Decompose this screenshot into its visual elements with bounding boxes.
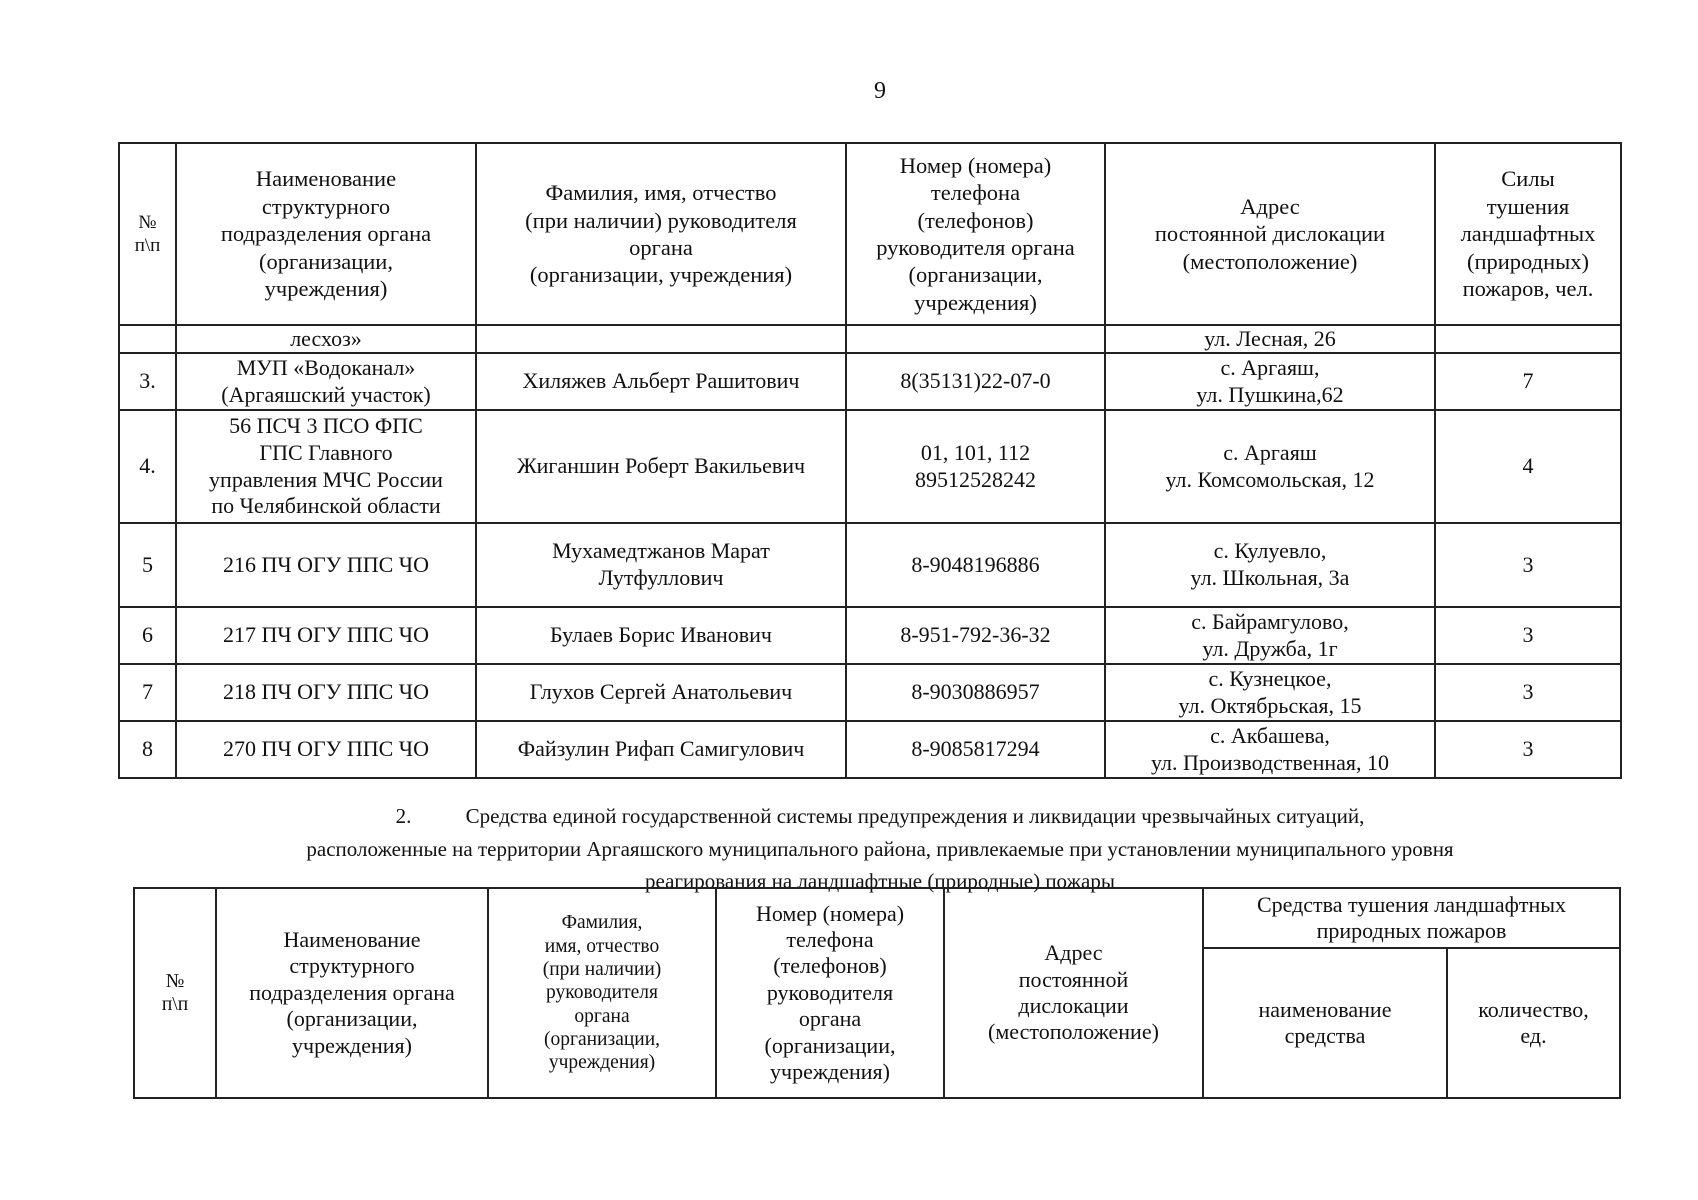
- cell-forces: 3: [1435, 607, 1621, 664]
- header-number: № п\п: [134, 888, 216, 1098]
- section-2-line-1: 2. Средства единой государственной системы предупреждения и ликвидации чрезвычайных ситуаций,: [120, 800, 1640, 833]
- table-row: [119, 721, 1621, 778]
- cell-phone: 8-951-792-36-32: [846, 607, 1105, 664]
- cell-unit-name: 56 ПСЧ 3 ПСО ФПС ГПС Главного управления МЧС России по Челябинской области: [176, 410, 476, 523]
- cell-head-name: Жиганшин Роберт Вакильевич: [476, 410, 846, 523]
- header-phone: Номер (номера) телефона (телефонов) руководителя органа (организации, учреждения): [846, 143, 1105, 325]
- cell-number: [119, 325, 176, 353]
- table-row: [119, 325, 1621, 353]
- cell-unit-name: 218 ПЧ ОГУ ППС ЧО: [176, 664, 476, 721]
- forces-table: [118, 142, 1622, 779]
- cell-number: 7: [119, 664, 176, 721]
- cell-forces: 7: [1435, 353, 1621, 410]
- section-2-line-3: реагирования на ландшафтные (природные) пожары: [645, 869, 1115, 894]
- header-address: Адрес постоянной дислокации (местоположение): [1105, 143, 1435, 325]
- cell-forces: 4: [1435, 410, 1621, 523]
- cell-phone: 8-9030886957: [846, 664, 1105, 721]
- table-row: [119, 664, 1621, 721]
- header-number: № п\п: [119, 143, 176, 325]
- cell-head-name: Булаев Борис Иванович: [476, 607, 846, 664]
- table-row: [119, 523, 1621, 607]
- cell-unit-name: МУП «Водоканал» (Аргаяшский участок): [176, 353, 476, 410]
- cell-head-name: Хиляжев Альберт Рашитович: [476, 353, 846, 410]
- cell-unit-name: 216 ПЧ ОГУ ППС ЧО: [176, 523, 476, 607]
- cell-head-name: Файзулин Рифап Самигулович: [476, 721, 846, 778]
- table-header-row: [134, 888, 1620, 948]
- section-2-line-2: расположенные на территории Аргаяшского муниципального района, привлекаемые при установлении муниципального уровня: [306, 836, 1454, 861]
- header-head-name: Фамилия, имя, отчество (при наличии) руководителя органа (организации, учреждения): [488, 888, 716, 1098]
- cell-phone: 8(35131)22-07-0: [846, 353, 1105, 410]
- cell-number: 3.: [119, 353, 176, 410]
- cell-address: ул. Лесная, 26: [1105, 325, 1435, 353]
- table-row: [119, 353, 1621, 410]
- cell-phone: 8-9048196886: [846, 523, 1105, 607]
- cell-address: с. Аргаяш, ул. Пушкина,62: [1105, 353, 1435, 410]
- table-row: [119, 607, 1621, 664]
- header-unit-name: Наименование структурного подразделения органа (организации, учреждения): [216, 888, 488, 1098]
- cell-number: 4.: [119, 410, 176, 523]
- cell-unit-name: 270 ПЧ ОГУ ППС ЧО: [176, 721, 476, 778]
- cell-address: с. Кузнецкое, ул. Октябрьская, 15: [1105, 664, 1435, 721]
- header-head-name: Фамилия, имя, отчество (при наличии) руководителя органа (организации, учреждения): [476, 143, 846, 325]
- header-unit-name: Наименование структурного подразделения органа (организации, учреждения): [176, 143, 476, 325]
- header-phone: Номер (номера) телефона (телефонов) руководителя органа (организации, учреждения): [716, 888, 944, 1098]
- page-number: 9: [874, 78, 886, 104]
- means-table: [133, 887, 1621, 1099]
- header-means-quantity: количество, ед.: [1447, 948, 1620, 1098]
- cell-forces: 3: [1435, 664, 1621, 721]
- cell-phone: 8-9085817294: [846, 721, 1105, 778]
- table-row: [119, 410, 1621, 523]
- cell-address: с. Кулуевло, ул. Школьная, 3а: [1105, 523, 1435, 607]
- cell-number: 5: [119, 523, 176, 607]
- section-2-number: 2.: [395, 804, 412, 828]
- header-means-name: наименование средства: [1203, 948, 1447, 1098]
- cell-address: с. Байрамгулово, ул. Дружба, 1г: [1105, 607, 1435, 664]
- header-forces: Силы тушения ландшафтных (природных) пожаров, чел.: [1435, 143, 1621, 325]
- cell-head-name: [476, 325, 846, 353]
- cell-phone: 01, 101, 112 89512528242: [846, 410, 1105, 523]
- section-2-heading: [120, 800, 1640, 898]
- cell-forces: [1435, 325, 1621, 353]
- cell-phone: [846, 325, 1105, 353]
- header-address: Адрес постоянной дислокации (местоположение): [944, 888, 1203, 1098]
- cell-address: с. Акбашева, ул. Производственная, 10: [1105, 721, 1435, 778]
- cell-number: 6: [119, 607, 176, 664]
- header-means: Средства тушения ландшафтных природных пожаров: [1203, 888, 1620, 948]
- cell-head-name: Мухамедтжанов Марат Лутфуллович: [476, 523, 846, 607]
- cell-head-name: Глухов Сергей Анатольевич: [476, 664, 846, 721]
- cell-unit-name: 217 ПЧ ОГУ ППС ЧО: [176, 607, 476, 664]
- cell-number: 8: [119, 721, 176, 778]
- cell-forces: 3: [1435, 721, 1621, 778]
- cell-unit-name: лесхоз»: [176, 325, 476, 353]
- cell-address: с. Аргаяш ул. Комсомольская, 12: [1105, 410, 1435, 523]
- table-header-row: [119, 143, 1621, 325]
- cell-forces: 3: [1435, 523, 1621, 607]
